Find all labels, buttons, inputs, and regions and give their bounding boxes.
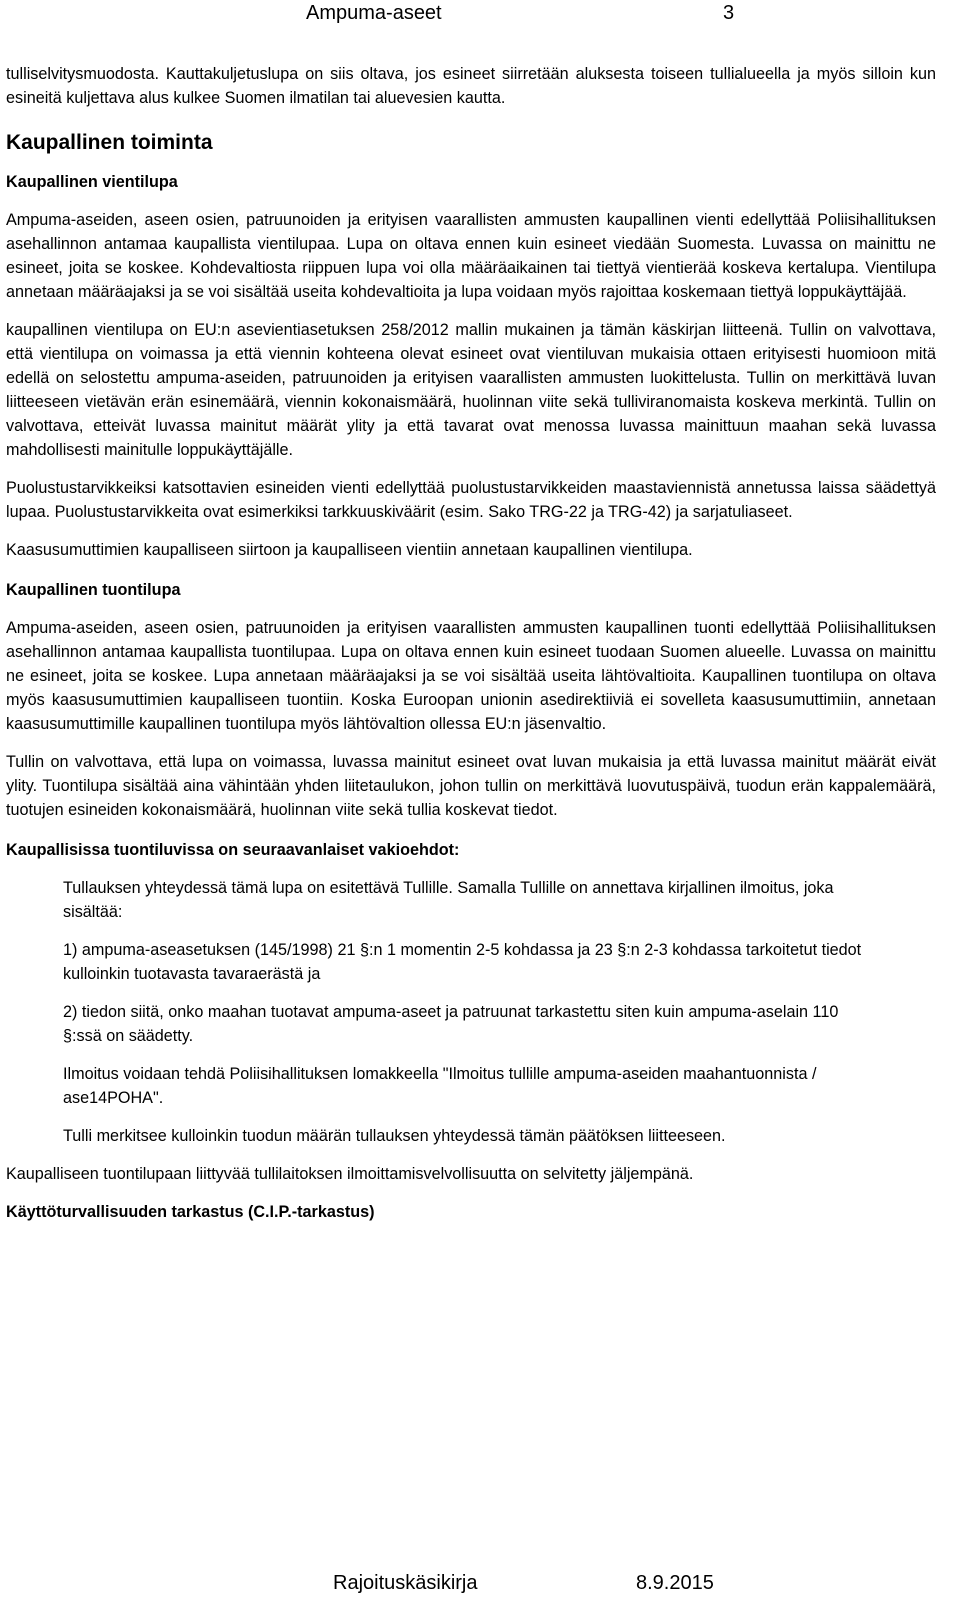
page-footer	[0, 1572, 960, 1602]
condition-item: 1) ampuma-aseasetuksen (145/1998) 21 §:n 1 momentin 2-5 kohdassa ja 23 §:n 2-3 kohdassa tarkoitetut tiedot kulloinkin tuotavasta tavaraerästä ja	[63, 941, 862, 983]
page-number: 3	[723, 2, 735, 24]
condition-item: 2) tiedon siitä, onko maahan tuotavat ampuma-aseet ja patruunat tarkastettu siten kuin ampuma-aselain 110 §:ssä on säädetty.	[63, 1003, 839, 1045]
condition-item: Tullauksen yhteydessä tämä lupa on esitettävä Tullille. Samalla Tullille on annettava kirjallinen ilmoitus, joka sisältää:	[63, 879, 834, 921]
subheading-export-license: Kaupallinen vientilupa	[6, 173, 178, 191]
subheading-cip-inspection: Käyttöturvallisuuden tarkastus (C.I.P.-tarkastus)	[6, 1203, 375, 1221]
intro-paragraph: tulliselvitysmuodosta. Kauttakuljetuslupa on siis oltava, jos esineet siirretään aluksesta toiseen tullialueella ja myös silloin kun esineitä kuljettava alus kulkee Suomen ilmatilan tai aluevesien kautta.	[6, 65, 936, 107]
subheading-import-license: Kaupallinen tuontilupa	[6, 581, 181, 599]
footer-date: 8.9.2015	[636, 1572, 714, 1594]
export-paragraph-2: kaupallinen vientilupa on EU:n asevientiasetuksen 258/2012 mallin mukainen ja tämän käskirjan liitteenä. Tullin on valvottava, että vientilupa on voimassa ja että viennin kohteena olevat esineet ovat vientiluvan mukaisia ottaen erityisesti huomioon mitä edellä on selostettu ampuma-aseiden, patruunoiden ja erityisen vaarallisten ammusten luokittelusta. Tullin on merkittävä luvan liitteeseen vietävän erän esinemäärä, viennin kokonaismäärä, huolinnan viite sekä tulliviranomaista koskeva merkintä. Tullin on valvottava, etteivät luvassa mainitut määrät ylity ja että tavarat ovat menossa luvassa mainittuun maahan sekä luvassa mahdollisesti mainitulle loppukäyttäjälle.	[6, 321, 936, 459]
footer-document-name: Rajoituskäsikirja	[333, 1572, 478, 1594]
subheading-standard-conditions: Kaupallisissa tuontiluvissa on seuraavanlaiset vakioehdot:	[6, 841, 460, 859]
import-paragraph-3: Kaupalliseen tuontilupaan liittyvää tullilaitoksen ilmoittamisvelvollisuutta on selvitetty jäljempänä.	[6, 1165, 694, 1183]
export-paragraph-1: Ampuma-aseiden, aseen osien, patruunoiden ja erityisen vaarallisten ammusten kaupallinen vienti edellyttää Poliisihallituksen asehallinnon antamaa kaupallista vientilupaa. Lupa on oltava ennen kuin esineet viedään Suomesta. Luvassa on mainittu ne esineet, joita se koskee. Kohdevaltiosta riippuen lupa voi olla määräaikainen tai tiettyä vientierää koskeva kertalupa. Vientilupa annetaan määräajaksi ja se voi sisältää useita kohdevaltioita ja lupa voidaan myös rajoittaa koskemaan tiettyä loppukäyttäjää.	[6, 211, 936, 301]
document-body	[6, 62, 936, 1238]
export-paragraph-4: Kaasusumuttimien kaupalliseen siirtoon ja kaupalliseen vientiin annetaan kaupallinen vientilupa.	[6, 541, 693, 559]
export-paragraph-3: Puolustustarvikkeiksi katsottavien esineiden vienti edellyttää puolustustarvikkeiden maastaviennistä annetussa laissa säädettyä lupaa. Puolustustarvikkeita ovat esimerkiksi tarkkuuskiväärit (esim. Sako TRG-22 ja TRG-42) ja sarjatuliaseet.	[6, 479, 936, 521]
page-header	[0, 2, 960, 32]
import-paragraph-1: Ampuma-aseiden, aseen osien, patruunoiden ja erityisen vaarallisten ammusten kaupallinen tuonti edellyttää Poliisihallituksen asehallinnon antamaa kaupallista tuontilupaa. Lupa on oltava ennen kuin esineet tuodaan Suomen alueelle. Luvassa on mainittu ne esineet, joita se koskee. Lupa annetaan määräajaksi ja se voi sisältää useita lähtövaltioita. Kaupallinen tuontilupa on oltava myös kaasusumuttimien kaupalliseen tuontiin. Koska Euroopan unionin asedirektiiviä ei sovelleta kaasusumuttimiin, annetaan kaasusumuttimille kaupallinen tuontilupa myös lähtövaltion ollessa EU:n jäsenvaltio.	[6, 619, 936, 733]
import-paragraph-2: Tullin on valvottava, että lupa on voimassa, luvassa mainitut esineet ovat luvan mukaisia ja että luvassa mainitut määrät eivät ylity. Tuontilupa sisältää aina vähintään yhden liitetaulukon, johon tullin on merkittävä luovutuspäivä, tuodun erän kappalemäärä, tuotujen esineiden kokonaismäärä, huolinnan viite sekä tullia koskevat tiedot.	[6, 753, 936, 819]
section-heading-commercial: Kaupallinen toiminta	[6, 131, 213, 154]
condition-item: Tulli merkitsee kulloinkin tuodun määrän tullauksen yhteydessä tämän päätöksen liitteeseen.	[63, 1127, 726, 1145]
header-title: Ampuma-aseet	[306, 2, 442, 24]
condition-item: Ilmoitus voidaan tehdä Poliisihallituksen lomakkeella "Ilmoitus tullille ampuma-aseiden maahantuonnista / ase14POHA".	[63, 1065, 817, 1107]
